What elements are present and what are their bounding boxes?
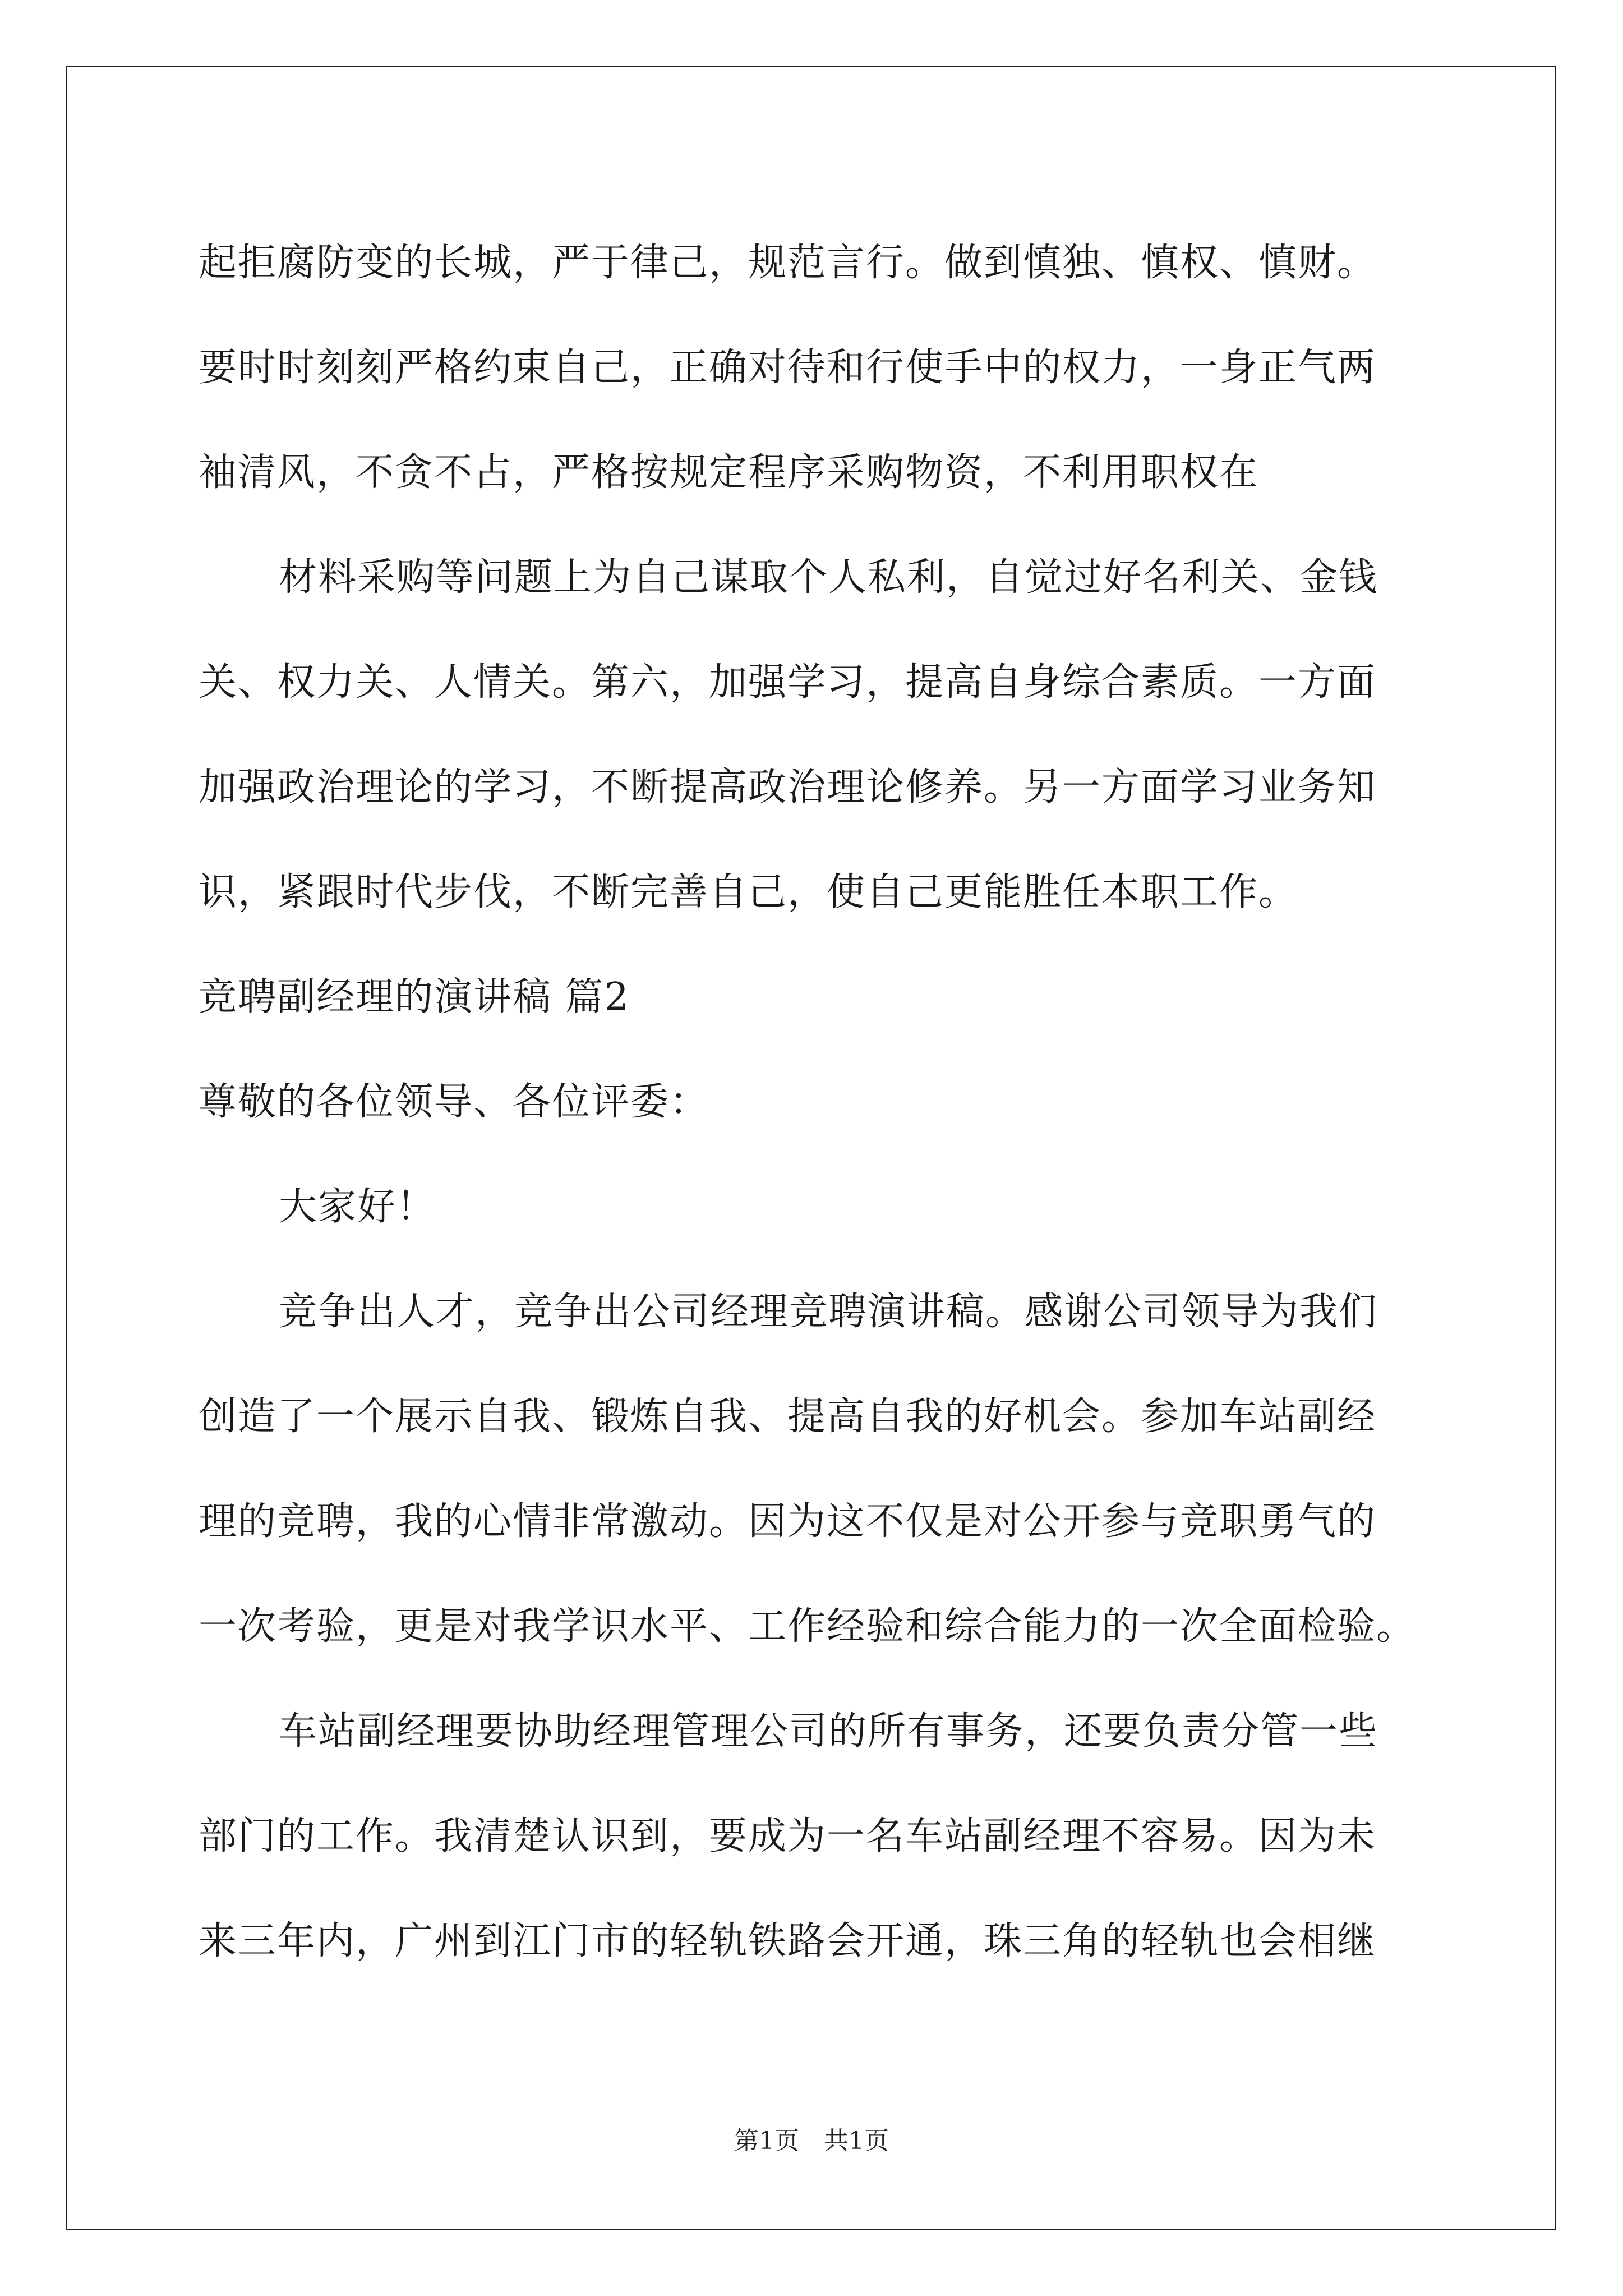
text-line: 部门的工作。我清楚认识到，要成为一名车站副经理不容易。因为未 xyxy=(199,1814,1377,1858)
text-line: 袖清风，不贪不占，严格按规定程序采购物资，不利用职权在 xyxy=(199,450,1259,495)
text-line: 创造了一个展示自我、锻炼自我、提高自我的好机会。参加车站副经 xyxy=(199,1395,1377,1439)
text-line: 要时时刻刻严格约束自己，正确对待和行使手中的权力，一身正气两 xyxy=(199,346,1377,390)
text-line: 来三年内，广州到江门市的轻轨铁路会开通，珠三角的轻轨也会相继 xyxy=(199,1919,1377,1963)
text-line: 车站副经理要协助经理管理公司的所有事务，还要负责分管一些 xyxy=(279,1709,1378,1754)
page-footer: 第1页 共1页 xyxy=(734,2127,889,2155)
text-line: 加强政治理论的学习，不断提高政治理论修养。另一方面学习业务知 xyxy=(199,765,1377,809)
text-line: 竞争出人才，竞争出公司经理竞聘演讲稿。感谢公司领导为我们 xyxy=(279,1290,1378,1334)
greeting: 大家好！ xyxy=(279,1185,436,1229)
document-body xyxy=(199,210,1466,1994)
text-line: 理的竞聘，我的心情非常激动。因为这不仅是对公开参与竞职勇气的 xyxy=(199,1499,1377,1544)
salutation: 尊敬的各位领导、各位评委： xyxy=(199,1080,709,1124)
text-line: 材料采购等问题上为自己谋取个人私利，自觉过好名利关、金钱 xyxy=(279,555,1378,600)
section-heading: 竞聘副经理的演讲稿 篇2 xyxy=(199,975,630,1019)
text-line: 一次考验，更是对我学识水平、工作经验和综合能力的一次全面检验。 xyxy=(199,1604,1416,1649)
text-line: 识，紧跟时代步伐，不断完善自己，使自己更能胜任本职工作。 xyxy=(199,870,1298,914)
text-line: 起拒腐防变的长城，严于律己，规范言行。做到慎独、慎权、慎财。 xyxy=(199,241,1377,285)
text-line: 关、权力关、人情关。第六，加强学习，提高自身综合素质。一方面 xyxy=(199,660,1377,705)
